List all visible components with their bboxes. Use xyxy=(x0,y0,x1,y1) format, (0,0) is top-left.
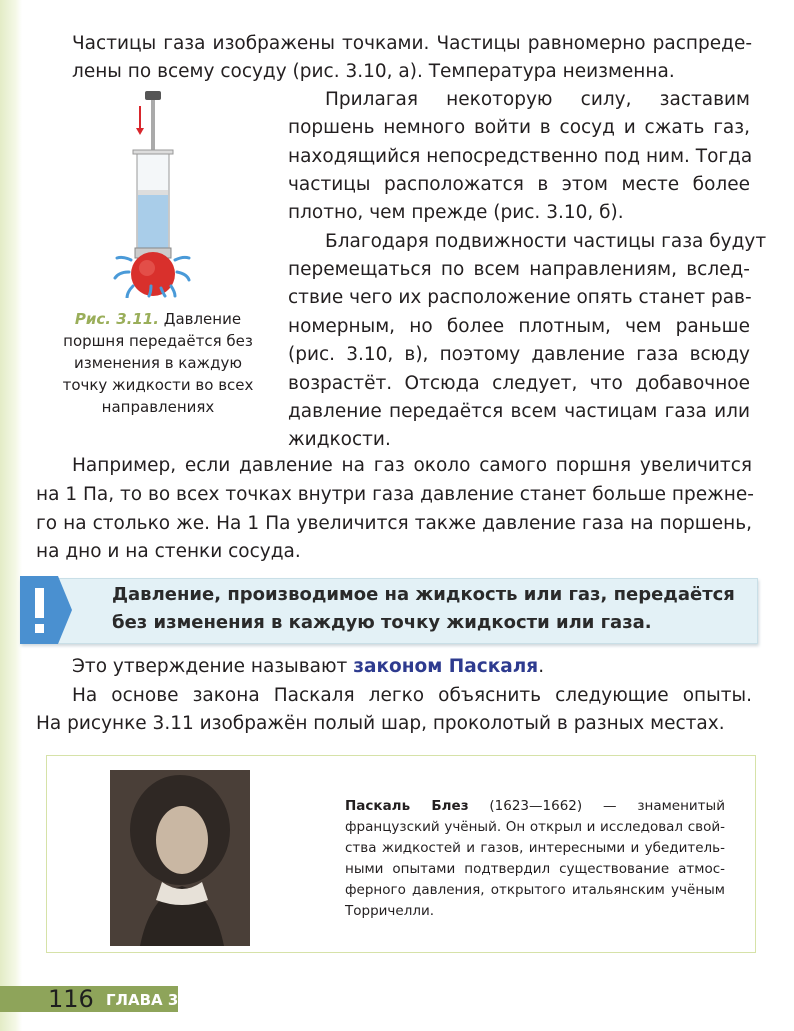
text-line: Например, если давление на газ около самого поршня увеличится xyxy=(72,455,752,476)
law-statement xyxy=(72,654,752,680)
caption-text: точку жидкости во всех xyxy=(62,376,254,394)
bio-text: ферного давления, открытого итальянским учёным xyxy=(345,882,725,898)
text-line: на дно и на стенки сосуда. xyxy=(36,541,301,562)
bio-text: ными опытами подтвердил существование атмос- xyxy=(345,861,725,877)
text-line: возрастёт. Отсюда следует, что добавочное xyxy=(288,373,750,394)
caption-text: Давление xyxy=(163,310,242,328)
figure-label: Рис. 3.11. xyxy=(74,310,159,328)
text-line: го на столько же. На 1 Па увеличится также давление газа на поршень, xyxy=(36,513,752,534)
pascal-portrait xyxy=(110,770,250,946)
page-edge xyxy=(0,0,22,1031)
text-line: Прилагая некоторую силу, заставим xyxy=(325,89,750,110)
bio-text xyxy=(345,796,725,817)
text-line: частицы расположатся в этом месте более xyxy=(288,174,750,195)
chapter-label: ГЛАВА 3 xyxy=(106,991,179,1009)
rule-text: без изменения в каждую точку жидкости или газа. xyxy=(112,612,652,633)
text-line: плотно, чем прежде (рис. 3.10, б). xyxy=(288,202,624,223)
text-line: поршень немного войти в сосуд и сжать газ, xyxy=(288,117,750,138)
caption-text: поршня передаётся без xyxy=(63,332,253,350)
caption-text: изменения в каждую xyxy=(74,354,242,372)
text-line: (рис. 3.10, в), поэтому давление газа всюду xyxy=(288,344,750,365)
bio-name: Паскаль Блез xyxy=(345,798,469,814)
text-line: жидкости. xyxy=(288,429,391,450)
text-line: находящийся непосредственно под ним. Тогда xyxy=(288,146,753,167)
text-line: Частицы газа изображены точками. Частицы равномерно распреде- xyxy=(72,33,752,54)
text-line: номерным, но более плотным, чем раньше xyxy=(288,316,750,337)
page-number: 116 xyxy=(48,985,94,1013)
law-term: законом Паскаля xyxy=(353,656,539,677)
text-line: на 1 Па, то во всех точках внутри газа давление станет больше прежне- xyxy=(36,484,754,505)
text-line: На рисунке 3.11 изображён полый шар, проколотый в разных местах. xyxy=(36,713,725,734)
bio-text: французский учёный. Он открыл и исследовал свой- xyxy=(345,819,725,835)
bio-text: Торричелли. xyxy=(345,903,435,919)
text-line: давление передаётся всем частицам газа или xyxy=(288,401,750,422)
rule-text: Давление, производимое на жидкость или газ, передаётся xyxy=(112,584,735,605)
law-suffix: . xyxy=(538,656,545,677)
text-line: Благодаря подвижности частицы газа будут xyxy=(325,231,767,252)
text-line: лены по всему сосуду (рис. 3.10, а). Температура неизменна. xyxy=(72,61,675,82)
syringe-ball-figure xyxy=(95,88,235,298)
bio-dates: (1623—1662) — знаменитый xyxy=(468,798,725,814)
law-prefix: Это утверждение называют xyxy=(72,656,354,677)
bio-text: ства жидкостей и газов, интересными и убедитель- xyxy=(345,840,725,856)
text-line: ствие чего их расположение опять станет рав- xyxy=(288,287,752,308)
figure-caption xyxy=(58,308,258,418)
caption-text: направлениях xyxy=(101,398,215,416)
exclamation-icon xyxy=(20,576,72,644)
text-line: На основе закона Паскаля легко объяснить следующие опыты. xyxy=(72,685,752,706)
text-line: перемещаться по всем направлениям, вслед- xyxy=(288,259,750,280)
